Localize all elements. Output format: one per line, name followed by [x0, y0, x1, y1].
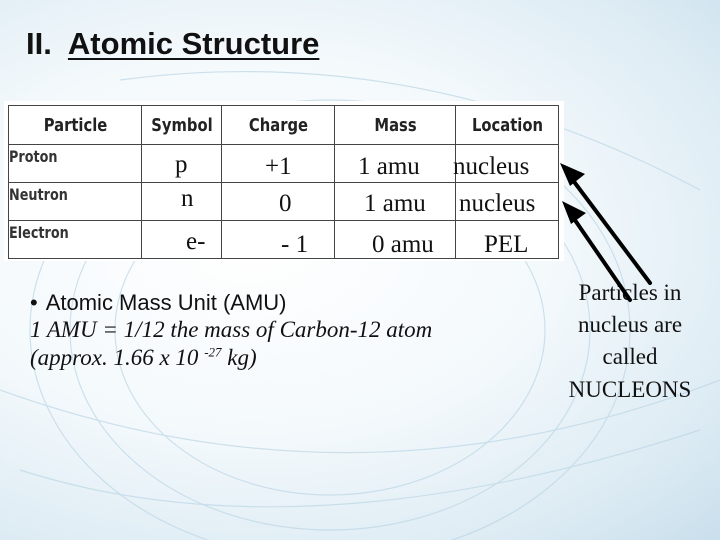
header-particle: Particle	[20, 106, 129, 145]
callout-line: NUCLEONS	[568, 376, 692, 402]
amu-heading	[30, 290, 540, 316]
symbol-electron: e-	[186, 228, 206, 255]
location-proton: nucleus	[453, 153, 530, 180]
title-text: Atomic Structure	[67, 26, 320, 61]
header-charge: Charge	[232, 106, 325, 145]
symbol-neutron: n	[181, 185, 194, 212]
charge-proton: +1	[265, 153, 292, 180]
amu-heading-text: Atomic Mass Unit (AMU)	[45, 290, 287, 315]
callout-line: called	[602, 344, 658, 370]
cell-charge	[222, 183, 335, 221]
amu-notes	[30, 290, 540, 372]
mass-neutron: 1 amu	[364, 190, 426, 217]
header-location: Location	[465, 106, 549, 145]
callout-line: nucleus are	[577, 312, 683, 338]
particle-electron: Electron	[9, 223, 69, 242]
approx-prefix: (approx. 1.66 x 10	[30, 344, 205, 370]
bullet-marker: •	[30, 290, 38, 315]
location-electron: PEL	[484, 231, 529, 258]
approx-suffix: kg)	[221, 344, 257, 370]
approx-exponent: -27	[204, 344, 222, 360]
cell-particle	[9, 221, 142, 259]
nucleons-callout	[548, 277, 712, 406]
charge-electron: - 1	[281, 231, 309, 258]
cell-charge	[222, 221, 335, 259]
header-symbol: Symbol	[149, 106, 215, 145]
cell-particle	[9, 183, 142, 221]
title-numeral: II.	[26, 26, 52, 61]
particle-neutron: Neutron	[9, 185, 68, 204]
amu-definition: 1 AMU = 1/12 the mass of Carbon-12 atom	[30, 317, 433, 343]
amu-approximation	[30, 344, 540, 372]
cell-symbol	[142, 221, 222, 259]
symbol-proton: p	[175, 151, 188, 178]
mass-proton: 1 amu	[358, 153, 420, 180]
mass-electron: 0 amu	[372, 231, 434, 258]
callout-line: Particles in	[578, 280, 682, 305]
header-mass: Mass	[345, 106, 444, 145]
page-title	[26, 26, 319, 62]
cell-particle	[9, 145, 142, 183]
location-neutron: nucleus	[459, 190, 536, 217]
charge-neutron: 0	[279, 190, 292, 217]
particle-proton: Proton	[9, 147, 58, 166]
table-header-row	[9, 106, 559, 145]
